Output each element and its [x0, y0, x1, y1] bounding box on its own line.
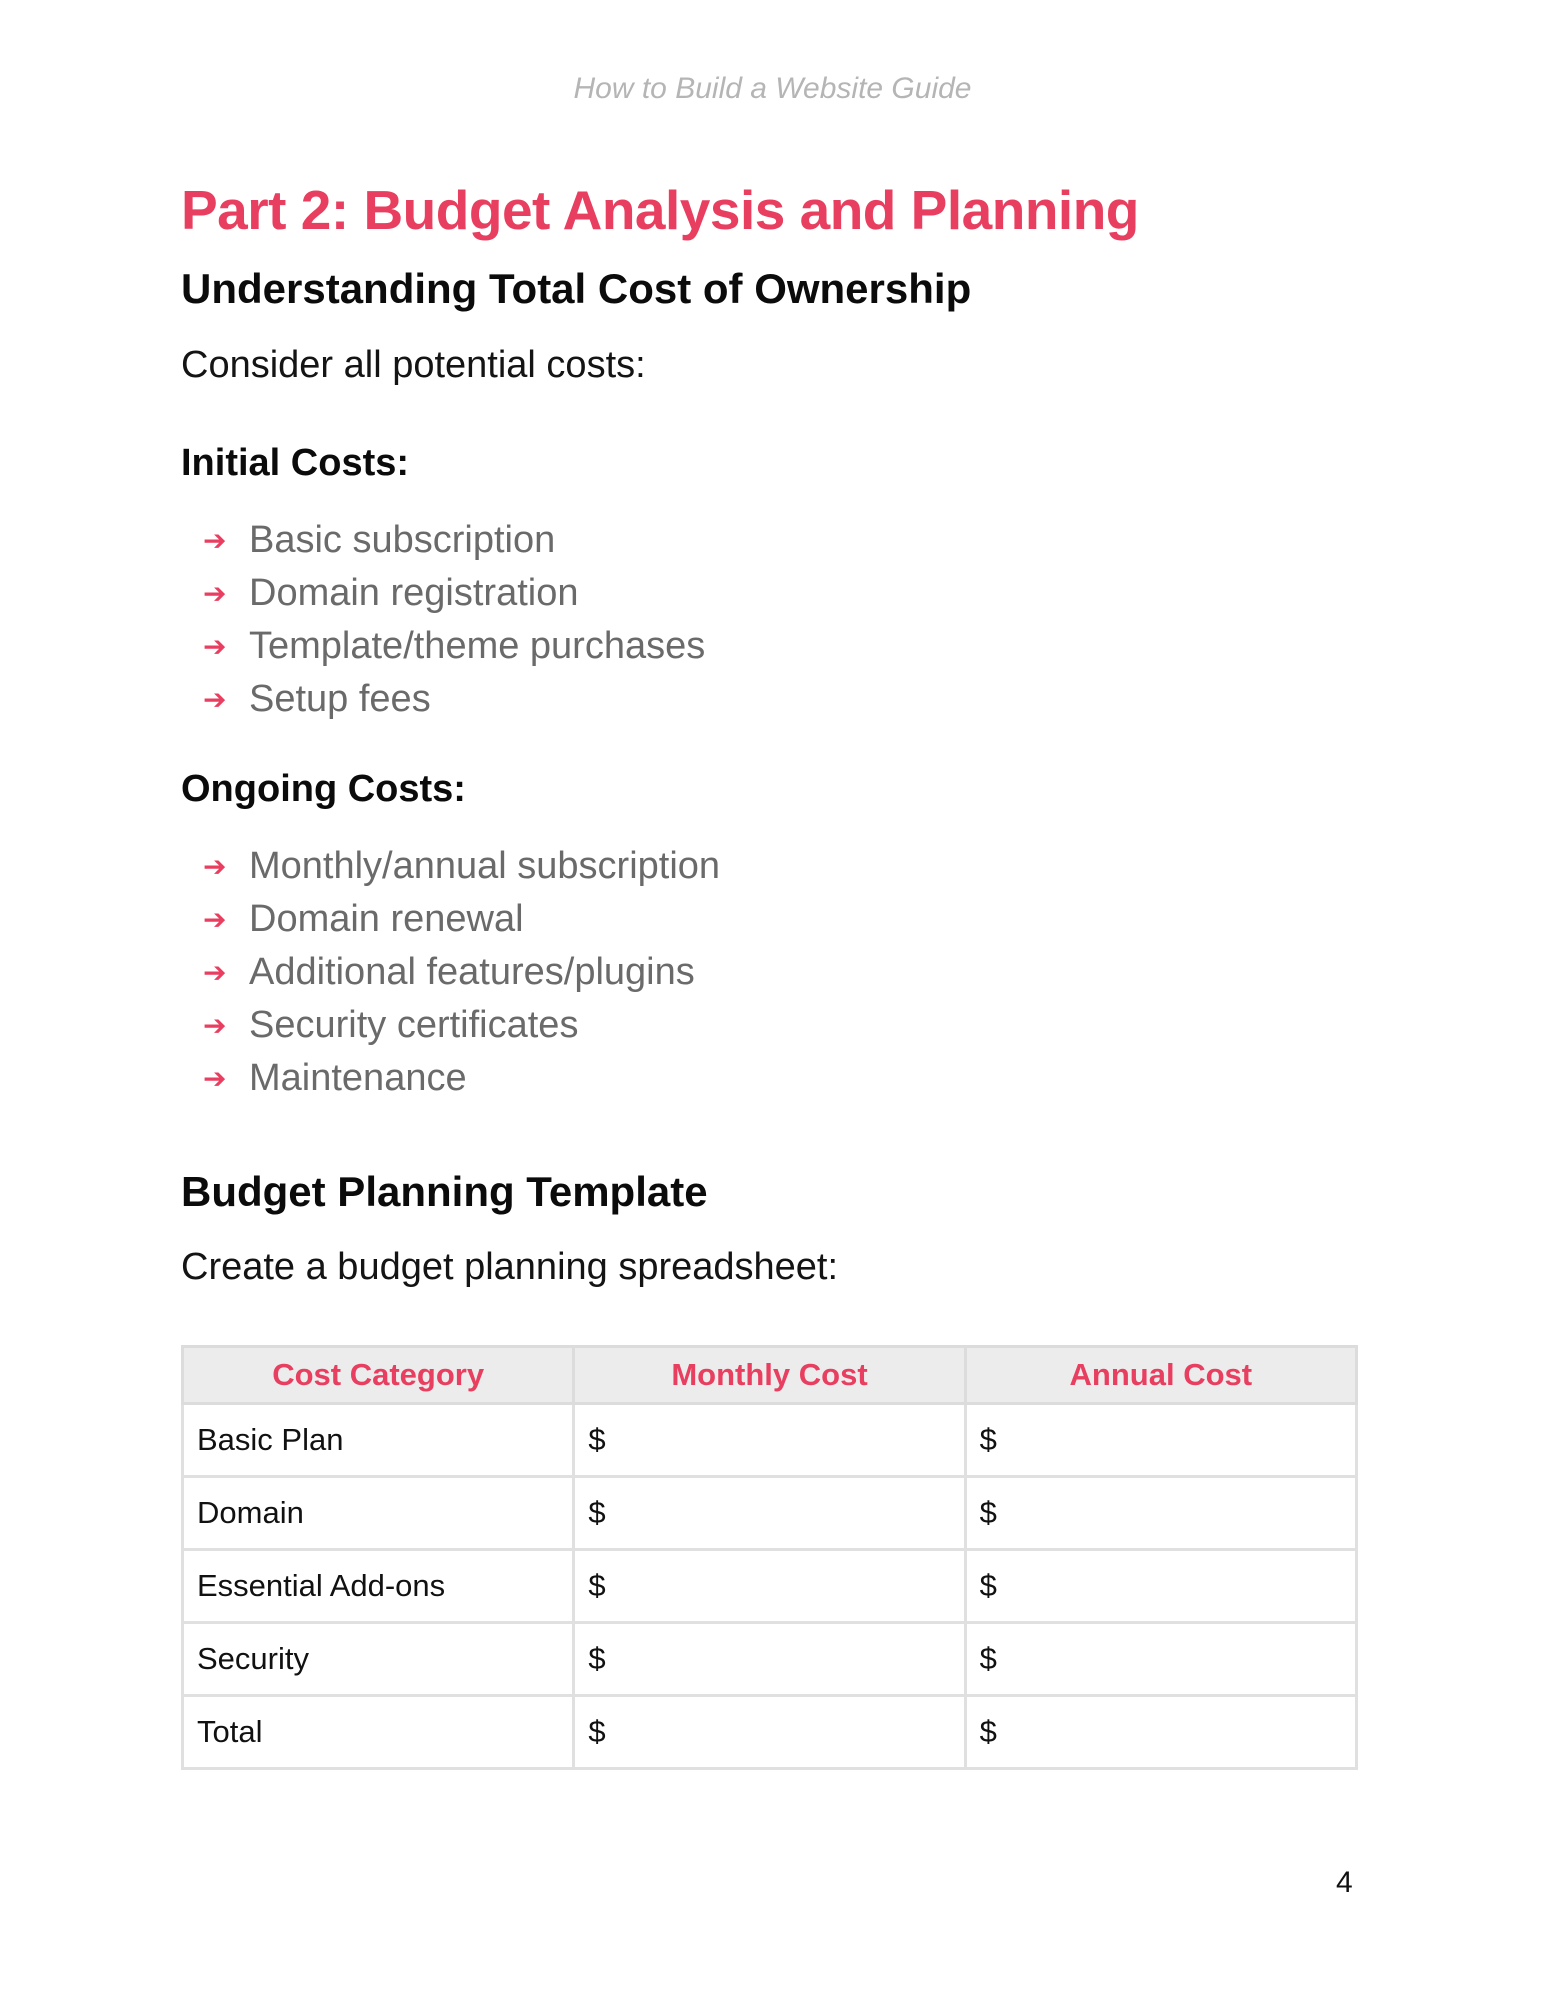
- list-item-label: Maintenance: [249, 1057, 467, 1099]
- list-item-label: Basic subscription: [249, 519, 556, 561]
- table-row: [183, 1696, 1357, 1769]
- table-cell: Basic Plan: [183, 1404, 574, 1477]
- arrow-right-icon: ➔: [203, 851, 227, 882]
- list-item: [203, 840, 720, 893]
- arrow-right-icon: ➔: [203, 1010, 227, 1041]
- arrow-right-icon: ➔: [203, 957, 227, 988]
- list-item-label: Additional features/plugins: [249, 951, 695, 993]
- tco-heading: Understanding Total Cost of Ownership: [181, 265, 972, 312]
- list-item: [203, 567, 705, 620]
- table-cell: $: [574, 1477, 965, 1550]
- table-cell: Security: [183, 1623, 574, 1696]
- table-cell: Essential Add-ons: [183, 1550, 574, 1623]
- page-number: 4: [1336, 1866, 1353, 1899]
- budget-heading: Budget Planning Template: [181, 1168, 708, 1215]
- table-row: [183, 1550, 1357, 1623]
- list-item: [203, 620, 705, 673]
- list-item: [203, 514, 705, 567]
- running-header: How to Build a Website Guide: [573, 72, 972, 105]
- tco-intro: Consider all potential costs:: [181, 344, 646, 386]
- ongoing-costs-list: [203, 840, 720, 1105]
- table-cell: $: [574, 1550, 965, 1623]
- table-row: [183, 1404, 1357, 1477]
- table-header-row: [183, 1347, 1357, 1404]
- table-cell: $: [965, 1696, 1356, 1769]
- initial-costs-heading: Initial Costs:: [181, 442, 410, 484]
- table-cell: $: [965, 1550, 1356, 1623]
- table-cell: $: [965, 1404, 1356, 1477]
- column-header-annual-cost: Annual Cost: [965, 1347, 1356, 1404]
- list-item-label: Template/theme purchases: [249, 625, 706, 667]
- list-item-label: Security certificates: [249, 1004, 579, 1046]
- arrow-right-icon: ➔: [203, 578, 227, 609]
- list-item-label: Setup fees: [249, 678, 431, 720]
- list-item: [203, 1052, 720, 1105]
- list-item-label: Monthly/annual subscription: [249, 845, 721, 887]
- table-row: [183, 1623, 1357, 1696]
- list-item: [203, 673, 705, 726]
- table-row: [183, 1477, 1357, 1550]
- budget-intro: Create a budget planning spreadsheet:: [181, 1246, 839, 1288]
- list-item: [203, 893, 720, 946]
- initial-costs-list: [203, 514, 705, 726]
- table-cell: Domain: [183, 1477, 574, 1550]
- table-cell: $: [965, 1477, 1356, 1550]
- arrow-right-icon: ➔: [203, 525, 227, 556]
- ongoing-costs-heading: Ongoing Costs:: [181, 768, 466, 810]
- column-header-monthly-cost: Monthly Cost: [574, 1347, 965, 1404]
- table-cell: $: [574, 1696, 965, 1769]
- arrow-right-icon: ➔: [203, 684, 227, 715]
- budget-table: [181, 1345, 1358, 1770]
- list-item-label: Domain registration: [249, 572, 579, 614]
- arrow-right-icon: ➔: [203, 631, 227, 662]
- arrow-right-icon: ➔: [203, 1063, 227, 1094]
- list-item-label: Domain renewal: [249, 898, 524, 940]
- table-cell: $: [574, 1404, 965, 1477]
- list-item: [203, 946, 720, 999]
- list-item: [203, 999, 720, 1052]
- table-cell: $: [965, 1623, 1356, 1696]
- column-header-cost-category: Cost Category: [183, 1347, 574, 1404]
- table-cell: $: [574, 1623, 965, 1696]
- part-title: Part 2: Budget Analysis and Planning: [181, 179, 1139, 241]
- arrow-right-icon: ➔: [203, 904, 227, 935]
- table-cell: Total: [183, 1696, 574, 1769]
